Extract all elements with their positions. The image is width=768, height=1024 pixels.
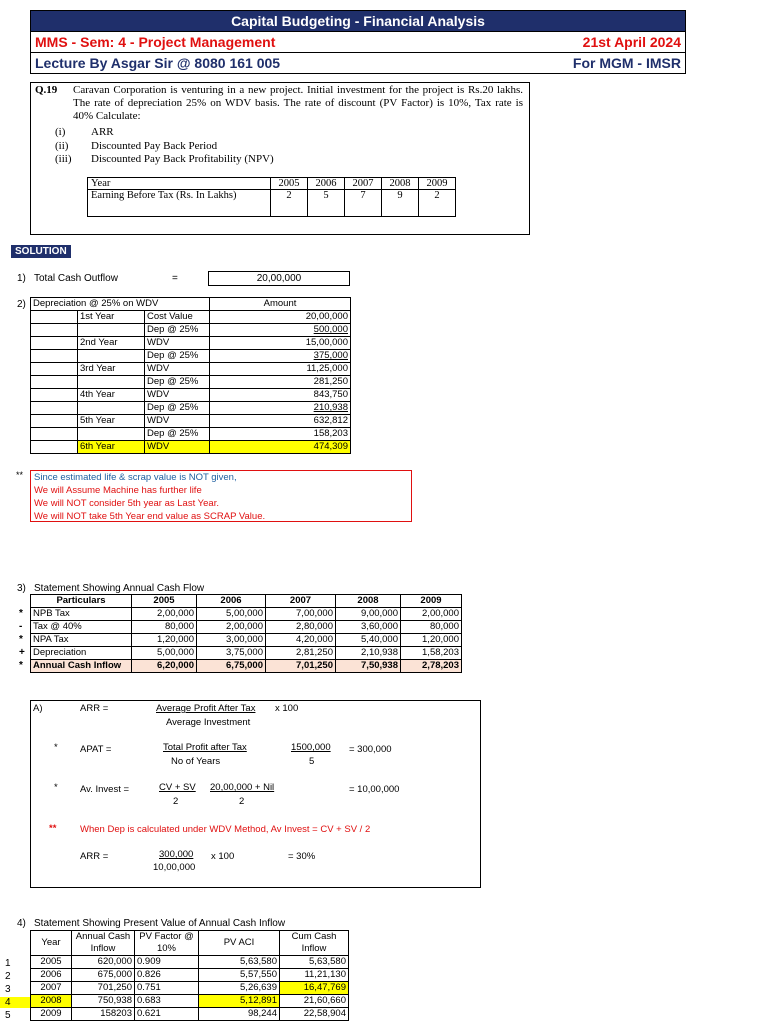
depreciation-row bbox=[31, 441, 351, 454]
pv-aci-cell: 5,12,891 bbox=[199, 995, 280, 1008]
label-cell: Dep @ 25% bbox=[145, 402, 210, 415]
year-cell: 2007 bbox=[345, 178, 382, 190]
pv-aci-cell: 5,57,550 bbox=[199, 969, 280, 982]
pv-factor-cell: 0.909 bbox=[135, 956, 199, 969]
year-cell: 4th Year bbox=[78, 389, 145, 402]
step1-equals: = bbox=[172, 273, 178, 284]
row-spacer bbox=[31, 441, 78, 454]
arr-denominator: Average Investment bbox=[166, 717, 251, 728]
value-cell: 7,01,250 bbox=[266, 660, 336, 673]
value-cell: 6,20,000 bbox=[132, 660, 197, 673]
value-cell: 3,00,000 bbox=[197, 634, 266, 647]
cash-flow-row bbox=[31, 621, 462, 634]
year-cell: 3rd Year bbox=[78, 363, 145, 376]
cum-cell: 5,63,580 bbox=[280, 956, 349, 969]
institute-label: For MGM - IMSR bbox=[572, 55, 681, 71]
row-spacer bbox=[31, 389, 78, 402]
note-line: Since estimated life & scrap value is NOT given, bbox=[34, 472, 237, 483]
operator-mark: * bbox=[19, 608, 23, 619]
value-cell: 3,75,000 bbox=[197, 647, 266, 660]
arr-final-multiplier: x 100 bbox=[211, 851, 235, 862]
row-index: 4 bbox=[0, 997, 30, 1008]
year-cell: 1st Year bbox=[78, 311, 145, 324]
operator-mark: - bbox=[19, 621, 23, 632]
row-spacer bbox=[31, 337, 78, 350]
value-cell: 2,00,000 bbox=[401, 608, 462, 621]
year-cell bbox=[78, 324, 145, 337]
aci-cell: 158203 bbox=[72, 1008, 135, 1021]
step3-title: Statement Showing Annual Cash Flow bbox=[34, 583, 205, 594]
amount-cell: 281,250 bbox=[210, 376, 351, 389]
amount-cell: 843,750 bbox=[210, 389, 351, 402]
particular-cell: NPB Tax bbox=[31, 608, 132, 621]
depreciation-row bbox=[31, 415, 351, 428]
arr-final-label: ARR = bbox=[80, 851, 109, 862]
amount-cell: 474,309 bbox=[210, 441, 351, 454]
depreciation-row bbox=[31, 428, 351, 441]
row-index: 3 bbox=[5, 984, 11, 995]
pv-header: Year bbox=[31, 931, 72, 956]
value-cell: 2,00,000 bbox=[197, 621, 266, 634]
cf-header: 2008 bbox=[336, 595, 401, 608]
row-index: 2 bbox=[5, 971, 11, 982]
depreciation-title: Depreciation @ 25% on WDV bbox=[31, 298, 210, 311]
ebt-cell: 7 bbox=[345, 190, 382, 217]
particular-cell: Annual Cash Inflow bbox=[31, 660, 132, 673]
pv-factor-cell: 0.826 bbox=[135, 969, 199, 982]
particular-cell: Tax @ 40% bbox=[31, 621, 132, 634]
pv-table bbox=[30, 930, 349, 1021]
question-item: (i) ARR bbox=[55, 126, 114, 138]
ebt-label: Earning Before Tax (Rs. In Lakhs) bbox=[88, 190, 271, 217]
pv-header: Cum Cash Inflow bbox=[280, 931, 349, 956]
arr-label: ARR = bbox=[80, 703, 109, 714]
arr-tag: A) bbox=[33, 703, 43, 714]
label-cell: WDV bbox=[145, 389, 210, 402]
particular-cell: NPA Tax bbox=[31, 634, 132, 647]
ebt-cell: 9 bbox=[382, 190, 419, 217]
ebt-cell: 2 bbox=[419, 190, 456, 217]
step4-number: 4) bbox=[17, 918, 26, 929]
apat-bullet: * bbox=[54, 742, 58, 753]
year-cell bbox=[78, 428, 145, 441]
cash-flow-row bbox=[31, 660, 462, 673]
document-header bbox=[30, 10, 686, 74]
value-cell: 4,20,000 bbox=[266, 634, 336, 647]
question-item: (ii) Discounted Pay Back Period bbox=[55, 139, 218, 152]
label-cell: Dep @ 25% bbox=[145, 428, 210, 441]
amount-cell: 15,00,000 bbox=[210, 337, 351, 350]
row-spacer bbox=[31, 363, 78, 376]
year-cell bbox=[78, 376, 145, 389]
question-number: Q.19 bbox=[35, 84, 58, 96]
arr-calculation-box bbox=[30, 700, 481, 888]
depreciation-row bbox=[31, 324, 351, 337]
value-cell: 7,50,938 bbox=[336, 660, 401, 673]
label-cell: WDV bbox=[145, 363, 210, 376]
value-cell: 80,000 bbox=[132, 621, 197, 634]
investment-bullet: * bbox=[54, 782, 58, 793]
cum-cell: 16,47,769 bbox=[280, 982, 349, 995]
value-cell: 2,00,000 bbox=[132, 608, 197, 621]
investment-denominator: 2 bbox=[173, 796, 179, 807]
year-cell: 2005 bbox=[31, 956, 72, 969]
wdv-note: When Dep is calculated under WDV Method, Av Invest = CV + SV / 2 bbox=[80, 824, 371, 835]
value-cell: 80,000 bbox=[401, 621, 462, 634]
row-index: 5 bbox=[5, 1010, 11, 1021]
year-cell bbox=[78, 350, 145, 363]
apat-numerator: Total Profit after Tax bbox=[163, 742, 247, 753]
value-cell: 7,00,000 bbox=[266, 608, 336, 621]
depreciation-table bbox=[30, 297, 351, 454]
value-cell: 6,75,000 bbox=[197, 660, 266, 673]
cum-cell: 22,58,904 bbox=[280, 1008, 349, 1021]
value-cell: 1,20,000 bbox=[132, 634, 197, 647]
depreciation-row bbox=[31, 389, 351, 402]
value-cell: 2,78,203 bbox=[401, 660, 462, 673]
cf-header: 2006 bbox=[197, 595, 266, 608]
year-cell: 2008 bbox=[31, 995, 72, 1008]
operator-mark: * bbox=[19, 660, 23, 671]
cf-header: 2007 bbox=[266, 595, 336, 608]
row-spacer bbox=[31, 311, 78, 324]
investment-calc-numerator: 20,00,000 + Nil bbox=[210, 782, 275, 793]
value-cell: 9,00,000 bbox=[336, 608, 401, 621]
year-cell: 2nd Year bbox=[78, 337, 145, 350]
label-cell: WDV bbox=[145, 441, 210, 454]
pv-aci-cell: 5,26,639 bbox=[199, 982, 280, 995]
cum-cell: 11,21,130 bbox=[280, 969, 349, 982]
note-line: We will NOT consider 5th year as Last Year. bbox=[34, 498, 219, 509]
amount-cell: 500,000 bbox=[210, 324, 351, 337]
note-mark: ** bbox=[16, 470, 24, 480]
year-cell: 5th Year bbox=[78, 415, 145, 428]
lecturer-label: Lecture By Asgar Sir @ 8080 161 005 bbox=[35, 55, 281, 71]
aci-cell: 675,000 bbox=[72, 969, 135, 982]
date-label: 21st April 2024 bbox=[582, 34, 681, 50]
investment-label: Av. Invest = bbox=[80, 784, 130, 795]
table-header: Year bbox=[88, 178, 271, 190]
year-cell: 6th Year bbox=[78, 441, 145, 454]
pv-row bbox=[31, 956, 349, 969]
apat-calc-numerator: 1500,000 bbox=[291, 742, 331, 753]
depreciation-row bbox=[31, 337, 351, 350]
pv-factor-cell: 0.683 bbox=[135, 995, 199, 1008]
cash-flow-table bbox=[30, 594, 462, 673]
question-items bbox=[55, 126, 274, 167]
value-cell: 5,00,000 bbox=[132, 647, 197, 660]
row-spacer bbox=[31, 415, 78, 428]
aci-cell: 620,000 bbox=[72, 956, 135, 969]
depreciation-row bbox=[31, 363, 351, 376]
aci-cell: 701,250 bbox=[72, 982, 135, 995]
note-line: We will Assume Machine has further life bbox=[34, 485, 202, 496]
row-spacer bbox=[31, 402, 78, 415]
label-cell: Dep @ 25% bbox=[145, 376, 210, 389]
wdv-note-mark: ** bbox=[49, 823, 57, 834]
value-cell: 2,10,938 bbox=[336, 647, 401, 660]
pv-factor-cell: 0.751 bbox=[135, 982, 199, 995]
ebt-cell: 2 bbox=[271, 190, 308, 217]
pv-aci-cell: 5,63,580 bbox=[199, 956, 280, 969]
depreciation-row bbox=[31, 311, 351, 324]
cf-header: 2009 bbox=[401, 595, 462, 608]
amount-cell: 11,25,000 bbox=[210, 363, 351, 376]
label-cell: Dep @ 25% bbox=[145, 324, 210, 337]
year-cell: 2008 bbox=[382, 178, 419, 190]
amount-header: Amount bbox=[210, 298, 351, 311]
value-cell: 5,40,000 bbox=[336, 634, 401, 647]
step2-number: 2) bbox=[17, 299, 26, 310]
value-cell: 2,81,250 bbox=[266, 647, 336, 660]
cf-header: 2005 bbox=[132, 595, 197, 608]
step4-title: Statement Showing Present Value of Annual Cash Inflow bbox=[34, 918, 286, 929]
pv-row bbox=[31, 982, 349, 995]
solution-label: SOLUTION bbox=[11, 245, 71, 258]
value-cell: 2,80,000 bbox=[266, 621, 336, 634]
row-spacer bbox=[31, 428, 78, 441]
note-line: We will NOT take 5th Year end value as SCRAP Value. bbox=[34, 511, 266, 522]
question-box bbox=[30, 82, 530, 235]
pv-aci-cell: 98,244 bbox=[199, 1008, 280, 1021]
pv-header: PV ACI bbox=[199, 931, 280, 956]
apat-label: APAT = bbox=[80, 744, 112, 755]
depreciation-row bbox=[31, 402, 351, 415]
operator-mark: + bbox=[19, 647, 25, 658]
cum-cell: 21,60,660 bbox=[280, 995, 349, 1008]
row-spacer bbox=[31, 376, 78, 389]
cash-flow-row bbox=[31, 647, 462, 660]
year-cell: 2009 bbox=[31, 1008, 72, 1021]
value-cell: 3,60,000 bbox=[336, 621, 401, 634]
amount-cell: 375,000 bbox=[210, 350, 351, 363]
investment-numerator: CV + SV bbox=[159, 782, 196, 793]
cash-flow-row bbox=[31, 634, 462, 647]
amount-cell: 158,203 bbox=[210, 428, 351, 441]
apat-calc-denominator: 5 bbox=[309, 756, 315, 767]
pv-row bbox=[31, 1008, 349, 1021]
value-cell: 1,58,203 bbox=[401, 647, 462, 660]
row-spacer bbox=[31, 350, 78, 363]
pv-row bbox=[31, 995, 349, 1008]
aci-cell: 750,938 bbox=[72, 995, 135, 1008]
document-title: Capital Budgeting - Financial Analysis bbox=[31, 11, 685, 31]
step3-number: 3) bbox=[17, 583, 26, 594]
pv-header: Annual Cash Inflow bbox=[72, 931, 135, 956]
arr-final-numerator: 300,000 bbox=[159, 849, 194, 860]
year-cell bbox=[78, 402, 145, 415]
investment-calc-denominator: 2 bbox=[239, 796, 245, 807]
pv-factor-cell: 0.621 bbox=[135, 1008, 199, 1021]
subject-label: MMS - Sem: 4 - Project Management bbox=[35, 34, 276, 50]
investment-result: = 10,00,000 bbox=[349, 784, 400, 795]
particular-cell: Depreciation bbox=[31, 647, 132, 660]
step1-value: 20,00,000 bbox=[208, 271, 350, 286]
step1-label: Total Cash Outflow bbox=[34, 273, 118, 284]
cf-header: Particulars bbox=[31, 595, 132, 608]
operator-mark: * bbox=[19, 634, 23, 645]
depreciation-row bbox=[31, 350, 351, 363]
year-cell: 2007 bbox=[31, 982, 72, 995]
year-cell: 2006 bbox=[31, 969, 72, 982]
value-cell: 1,20,000 bbox=[401, 634, 462, 647]
year-cell: 2005 bbox=[271, 178, 308, 190]
row-spacer bbox=[31, 324, 78, 337]
amount-cell: 632,812 bbox=[210, 415, 351, 428]
arr-numerator: Average Profit After Tax bbox=[156, 703, 256, 714]
row-index: 1 bbox=[5, 958, 11, 969]
label-cell: Cost Value bbox=[145, 311, 210, 324]
apat-denominator: No of Years bbox=[171, 756, 221, 767]
year-cell: 2009 bbox=[419, 178, 456, 190]
label-cell: Dep @ 25% bbox=[145, 350, 210, 363]
year-cell: 2006 bbox=[308, 178, 345, 190]
cash-flow-row bbox=[31, 608, 462, 621]
question-item: (iii) Discounted Pay Back Profitability (NPV) bbox=[55, 153, 274, 165]
depreciation-row bbox=[31, 376, 351, 389]
ebt-cell: 5 bbox=[308, 190, 345, 217]
pv-row bbox=[31, 969, 349, 982]
arr-multiplier: x 100 bbox=[275, 703, 299, 714]
question-text: Caravan Corporation is venturing in a new project. Initial investment for the project is Rs.20 lakhs. The rate of depreciation 25% on WDV basis. The rate of discount (PV Factor) is 10%, Tax rate is 40% Calculate: bbox=[73, 84, 523, 122]
arr-final-denominator: 10,00,000 bbox=[153, 862, 196, 873]
value-cell: 5,00,000 bbox=[197, 608, 266, 621]
arr-final-result: = 30% bbox=[288, 851, 316, 862]
label-cell: WDV bbox=[145, 337, 210, 350]
amount-cell: 210,938 bbox=[210, 402, 351, 415]
ebt-table bbox=[87, 177, 456, 217]
label-cell: WDV bbox=[145, 415, 210, 428]
assumption-note bbox=[30, 470, 412, 522]
apat-result: = 300,000 bbox=[349, 744, 392, 755]
amount-cell: 20,00,000 bbox=[210, 311, 351, 324]
step1-number: 1) bbox=[17, 273, 26, 284]
pv-header: PV Factor @ 10% bbox=[135, 931, 199, 956]
